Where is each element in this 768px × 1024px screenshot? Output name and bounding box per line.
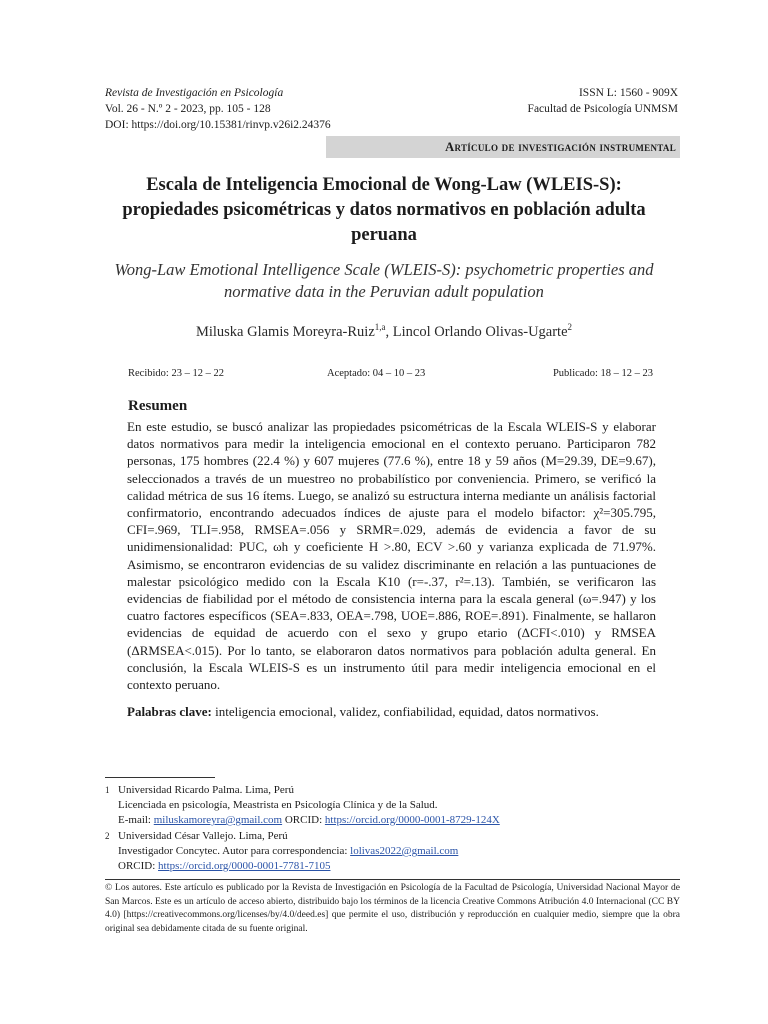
abstract-heading: Resumen xyxy=(128,398,188,414)
abstract-text: En este estudio, se buscó analizar las propiedades psicométricas de la Escala WLEIS-S y elaborar datos normativos para medir la inteligencia emocional en el contexto peruano. Participaron 782 personas, 175 hombres (22.4 %) y 607 mujeres (77.6 %), entre 18 y 59 años (M=29.39, DE=9.67), seleccionados a través de un muestreo no probabilístico por conveniencia. Primero, se verificó la calidad métrica de sus 16 ítems. Luego, se analizó su estructura interna mediante un análisis factorial confirmatorio, encontrando adecuados índices de ajuste para el modelo bifactor: χ²=305.795, CFI=.969, TLI=.958, RMSEA=.056 y SRMR=.029, además de evidencia a favor de su unidimensionalidad: PUC, ωh y coeficiente H >.80, ECV >.60 y varianza explicada de 71.97%. Asimismo, se encontraron evidencias de su validez discriminante en relación a las puntuaciones de malestar psicológico medido con la Escala K10 (r=-.37, r²=.13). También, se verificaron las evidencias de fiabilidad por el método de consistencia interna para la escala general (ω=.947) y los cuatro factores específicos (SEA=.833, OEA=.798, UOE=.886, ROE=.891). Finalmente, se hallaron evidencias de equidad de acuerdo con el sexo y grupo etario (ΔCFI<.010) y RMSEA (ΔRMSEA<.015). Por lo tanto, se elaboraron datos normativos para población adulta general. En conclusión, la Escala WLEIS-S es un instrumento útil para medir inteligencia emocional en el contexto peruano. xyxy=(127,419,656,693)
author-2: Lincol Orlando Olivas-Ugarte xyxy=(392,323,568,340)
footnote-2-number: 2 xyxy=(105,831,110,841)
footnote-2-affiliation: Universidad César Vallejo. Lima, Perú xyxy=(118,830,288,842)
keywords-label: Palabras clave: xyxy=(127,704,212,720)
title-spanish: Escala de Inteligencia Emocional de Wong-Law (WLEIS-S): propiedades psicométricas y datos normativos en población adulta peruana xyxy=(122,175,646,245)
article-type-label: Artículo de investigación instrumental xyxy=(445,139,676,154)
footnote-2-orcid-label: ORCID: xyxy=(118,860,159,872)
footnote-1-degree: Licenciada en psicología, Meastrista en Psicología Clínica y de la Salud. xyxy=(118,799,438,811)
date-received: Recibido: 23 – 12 – 22 xyxy=(128,368,224,379)
faculty: Facultad de Psicología UNMSM xyxy=(527,103,678,115)
footnote-1 xyxy=(105,783,685,828)
author-2-affiliation: 2 xyxy=(567,322,573,332)
author-separator: , xyxy=(385,323,393,340)
keywords xyxy=(127,703,656,720)
footnote-1-email-label: E-mail: xyxy=(118,814,154,826)
date-published: Publicado: 18 – 12 – 23 xyxy=(552,368,653,379)
footnote-2-role-text: Investigador Concytec. Autor para correspondencia: xyxy=(118,845,351,857)
author-list xyxy=(100,322,668,341)
volume-info: Vol. 26 - N.º 2 - 2023, pp. 105 - 128 xyxy=(105,103,271,115)
license-notice: © Los autores. Este artículo es publicado por la Revista de Investigación en Psicología de la Facultad de Psicología, Universidad Nacional Mayor de San Marcos. Este es un artículo de acceso abierto, distribuido bajo los términos de la licencia Creative Commons Atribución 4.0 Internacional (CC BY 4.0) [https://creativecommons.org/licenses/by/4.0/deed.es] que permite el uso, distribución y reproducción en cualquier medio, siempre que la obra original sea debidamente citada de su fuente original. xyxy=(105,883,680,934)
issn: ISSN L: 1560 - 909X xyxy=(578,87,678,99)
title-english: Wong-Law Emotional Intelligence Scale (WLEIS-S): psychometric properties and normative data in the Peruvian adult population xyxy=(114,260,654,301)
date-accepted: Aceptado: 04 – 10 – 23 xyxy=(327,368,426,379)
footnote-1-orcid-label: ORCID: xyxy=(282,814,325,826)
footnote-1-contact xyxy=(118,813,685,828)
journal-name: Revista de Investigación en Psicología xyxy=(105,87,284,99)
footnote-2-role xyxy=(118,844,685,859)
article-type-banner xyxy=(326,136,680,158)
footnote-2-orcid xyxy=(118,859,685,874)
footnote-1-affiliation: Universidad Ricardo Palma. Lima, Perú xyxy=(118,784,294,796)
running-header-right xyxy=(528,85,678,117)
author-1: Miluska Glamis Moreyra-Ruiz xyxy=(195,323,375,340)
abstract xyxy=(127,418,656,720)
doi[interactable]: DOI: https://doi.org/10.15381/rinvp.v26i2.24376 xyxy=(105,119,331,131)
author-1-affiliation: 1,a xyxy=(374,322,386,332)
license-divider xyxy=(105,879,680,880)
footnote-1-number: 1 xyxy=(105,785,110,795)
footnote-1-email-link[interactable]: miluskamoreyra@gmail.com xyxy=(153,814,283,826)
footnote-2-orcid-link[interactable]: https://orcid.org/0000-0001-7781-7105 xyxy=(158,860,331,872)
footnote-1-orcid-link[interactable]: https://orcid.org/0000-0001-8729-124X xyxy=(324,814,500,826)
keywords-list: inteligencia emocional, validez, confiabilidad, equidad, datos normativos. xyxy=(211,704,599,720)
footnote-2 xyxy=(105,829,685,874)
footnote-2-email-link[interactable]: lolivas2022@gmail.com xyxy=(350,845,459,857)
running-header-left xyxy=(105,85,331,133)
footnote-divider xyxy=(105,777,215,778)
